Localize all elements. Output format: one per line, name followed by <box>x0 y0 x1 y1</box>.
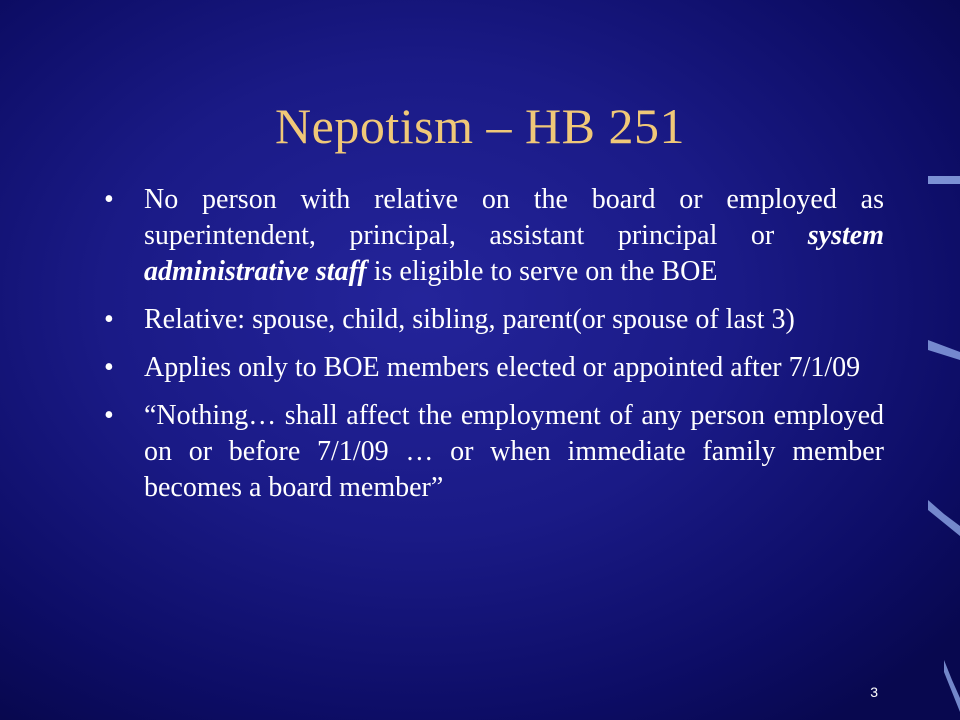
bullet-emphasis: system administrative staff <box>144 220 884 287</box>
bullet-item <box>104 350 884 386</box>
bullet-text: Relative: spouse, child, sibling, parent(or spouse of last 3) <box>144 304 795 335</box>
deco-mark-1 <box>928 176 960 184</box>
bullet-item <box>104 302 884 338</box>
bullet-glyph: • <box>104 352 114 383</box>
bullet-list <box>104 182 884 518</box>
bullet-text-part: is eligible to serve on the BOE <box>366 256 718 287</box>
slide-title: Nepotism – HB 251 <box>275 98 685 154</box>
bullet-item <box>104 398 884 506</box>
deco-mark-4 <box>944 660 960 712</box>
bullet-glyph: • <box>104 304 114 335</box>
bullet-glyph: • <box>104 184 114 215</box>
bullet-item <box>104 182 884 290</box>
deco-mark-3 <box>928 500 960 536</box>
bullet-text-part: No person with relative on the board or employed as superintendent, principal, assistant principal or <box>144 184 884 251</box>
deco-mark-2 <box>928 340 960 360</box>
bullet-text: Applies only to BOE members elected or appointed after 7/1/09 <box>144 352 861 383</box>
bullet-glyph: • <box>104 400 114 431</box>
bullet-text: “Nothing… shall affect the employment of any person employed on or before 7/1/09 … or when immediate family member becomes a board member” <box>144 400 884 503</box>
page-number: 3 <box>870 684 878 700</box>
